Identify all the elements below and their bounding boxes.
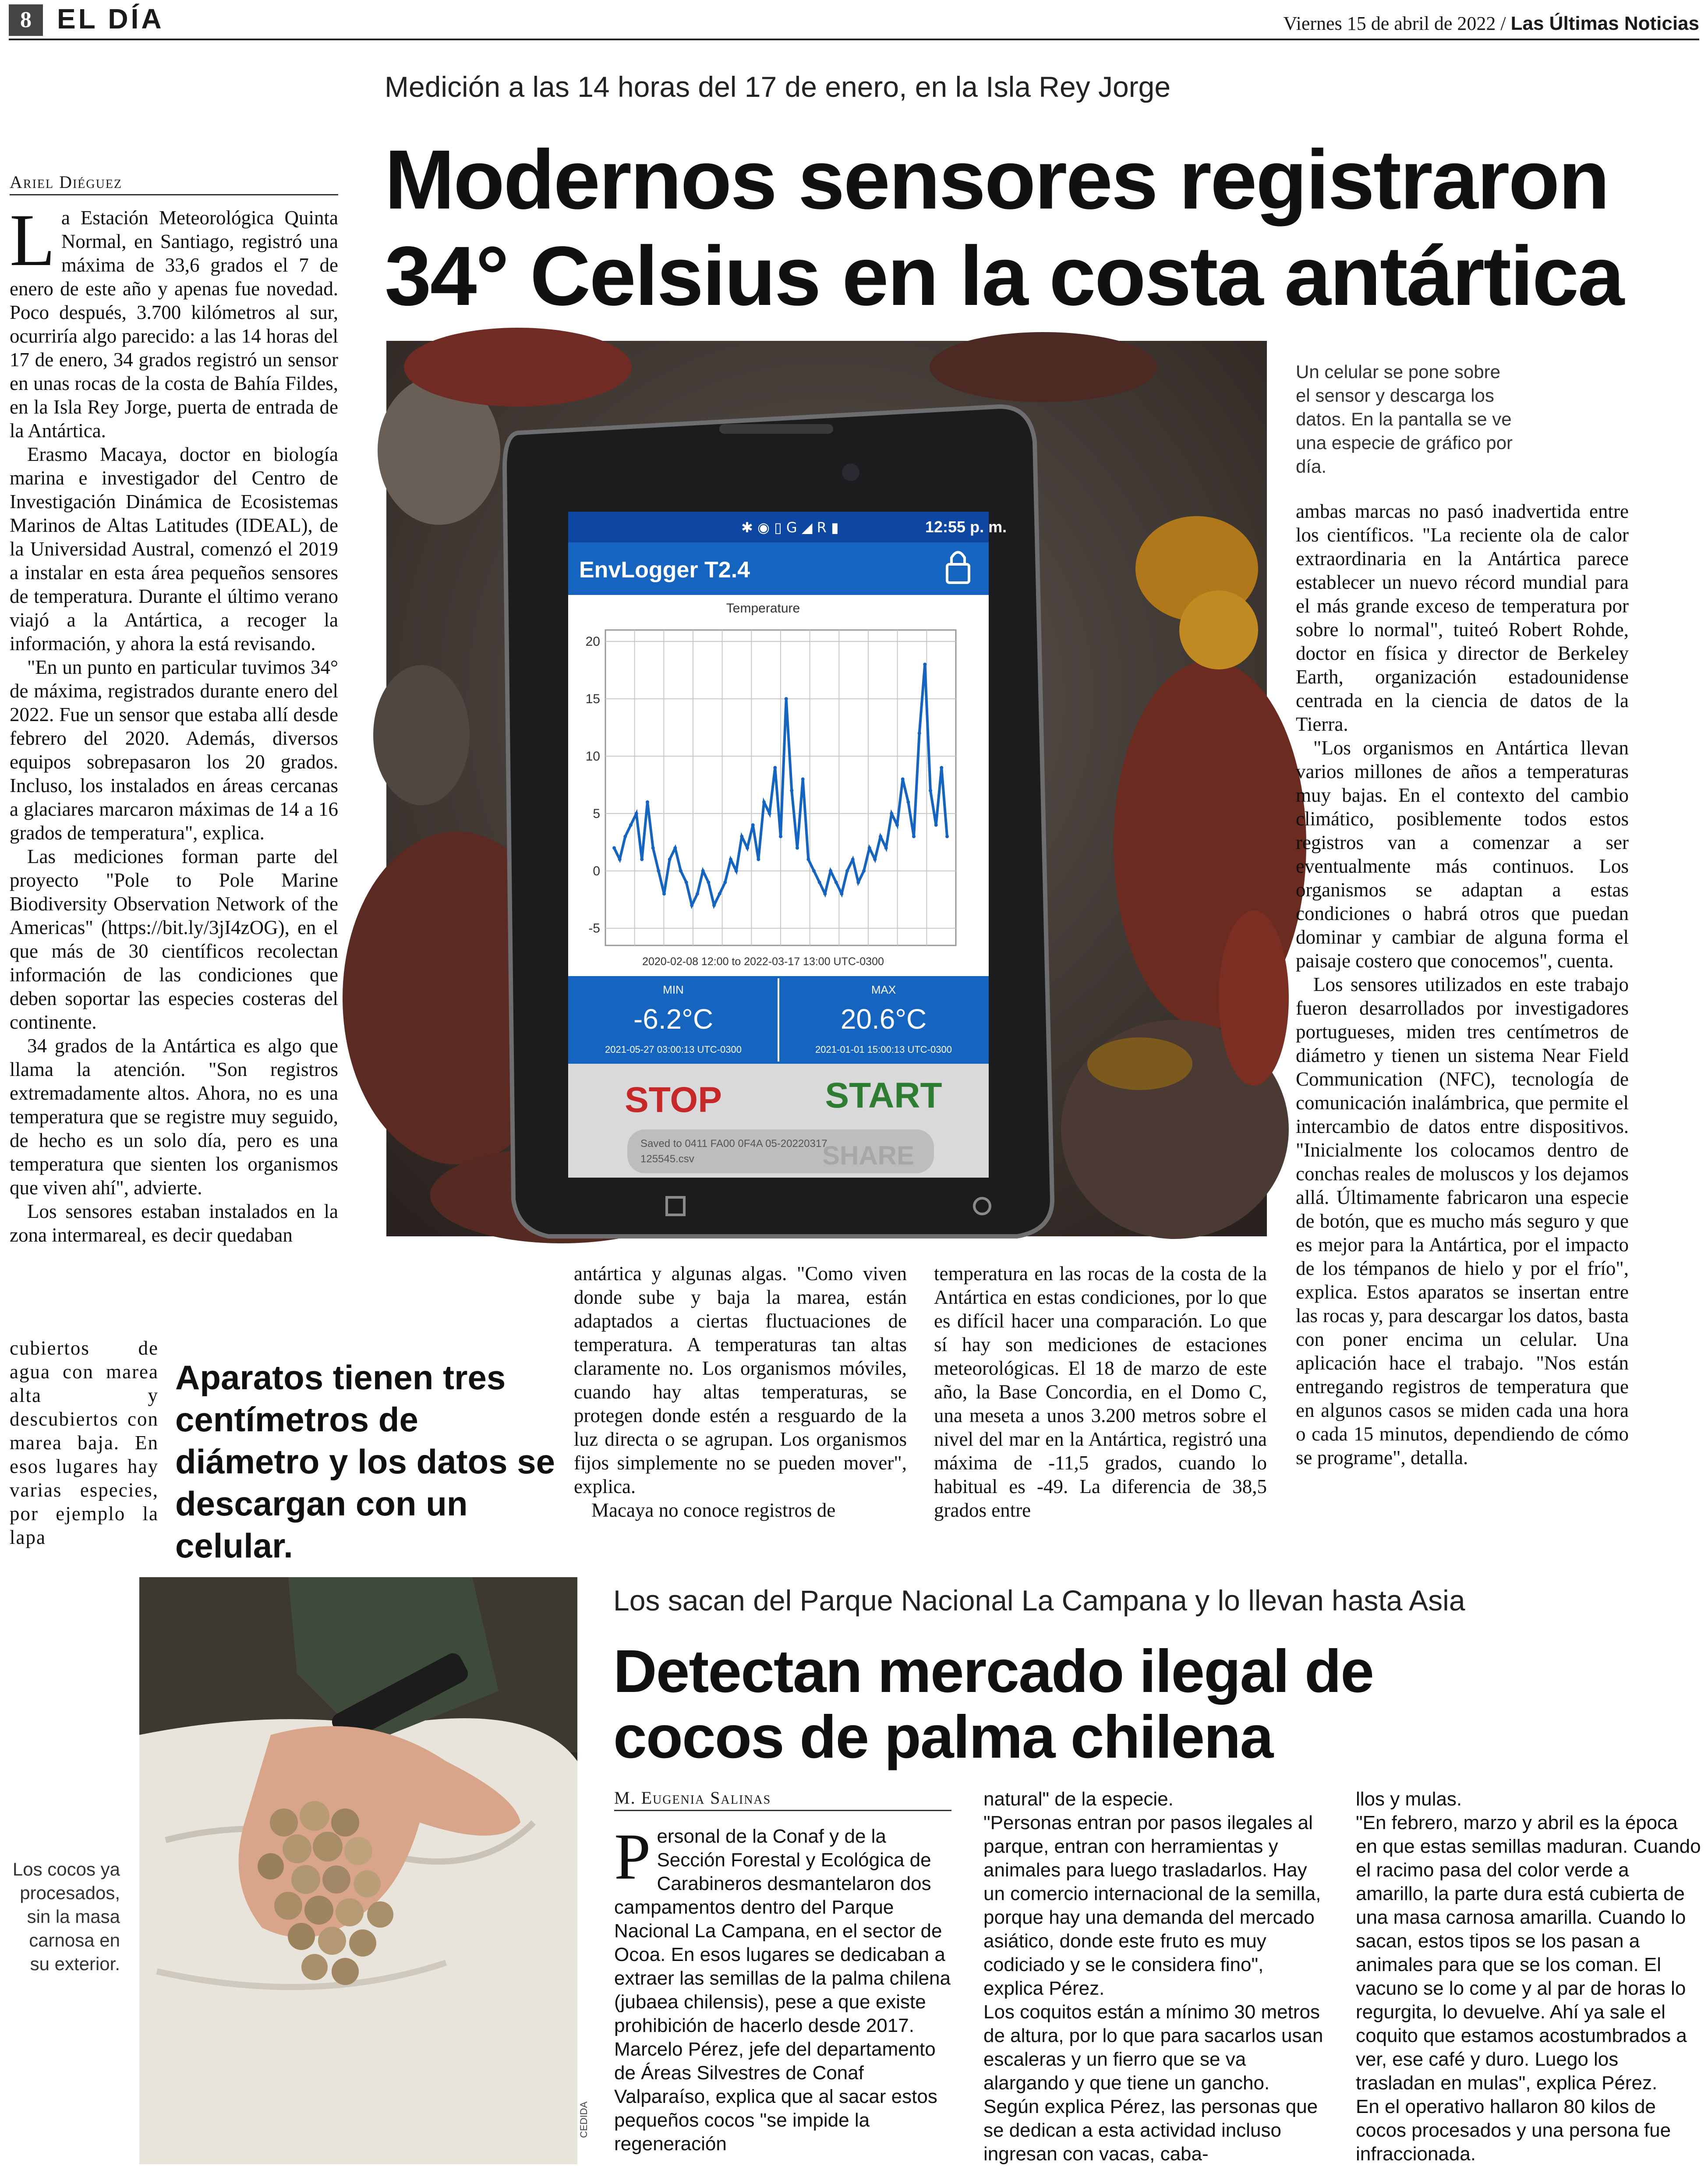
chart-data-point bbox=[806, 858, 810, 861]
status-time: 12:55 p. m. bbox=[925, 518, 1007, 536]
chart-data-point bbox=[651, 846, 655, 850]
chart-data-point bbox=[690, 903, 693, 907]
story1-paragraph: antártica y algunas algas. "Como viven donde sube y baja la marea, están adaptados a ciertas fluctuaciones de temperatura. A temperaturas tan altas claramente no. Los organismos móviles, cuando hay altas temperaturas, se protegen donde estén a resguardo de la luz directa o se agrupan. Los organismos fijos simplemente no se pueden mover", explica. bbox=[574, 1263, 907, 1497]
story2-headline: Detectan mercado ilegal de cocos de palma chilena bbox=[613, 1638, 1373, 1771]
story2-paragraph: En el operativo hallaron 80 kilos de cocos procesados y una persona fue infraccionada. bbox=[1356, 2096, 1671, 2165]
chart-data-point bbox=[757, 858, 760, 861]
chart-data-point bbox=[862, 869, 866, 873]
status-icons: ✱ ◉ ▯ G ◢ R ▮ bbox=[741, 519, 839, 536]
story2-column-1 bbox=[614, 1820, 951, 2166]
chart-data-point bbox=[773, 766, 777, 769]
chart-data-point bbox=[635, 812, 638, 815]
story2-column-3 bbox=[1356, 1787, 1702, 2166]
story1-paragraph: "Los organismos en Antártica llevan varios millones de años a temperaturas muy bajas. En el contexto del cambio climático, posiblemente todos estos registros van a comenzar a ser eventualmente más continuos. Los organismos se adaptan a estas condiciones o habrá otros que puedan dominar y cambiar de alguna forma el paisaje costero que conocemos", cuenta. bbox=[1296, 737, 1629, 972]
chart-data-point bbox=[679, 869, 682, 873]
chart-data-point bbox=[623, 835, 627, 838]
max-value: 20.6°C bbox=[840, 1003, 927, 1035]
chart-data-point bbox=[746, 846, 749, 850]
chart-data-point bbox=[701, 869, 705, 873]
story1-dropcap: L bbox=[10, 199, 55, 281]
chart-data-point bbox=[707, 881, 710, 884]
front-camera bbox=[842, 464, 859, 481]
story2-paragraph: llos y mulas. bbox=[1356, 1788, 1462, 1810]
header-rule bbox=[9, 39, 1699, 40]
story1-photo-phone-on-rocks bbox=[386, 341, 1267, 1236]
chart-data-point bbox=[818, 881, 821, 884]
chart-date-range: 2020-02-08 12:00 to 2022-03-17 13:00 UTC-0300 bbox=[642, 956, 884, 968]
chart-data-point bbox=[796, 846, 799, 850]
chart-data-point bbox=[618, 858, 622, 861]
chart-data-point bbox=[740, 835, 743, 838]
min-date: 2021-05-27 03:00:13 UTC-0300 bbox=[605, 1044, 742, 1055]
separator: / bbox=[1496, 13, 1511, 34]
chart-data-point bbox=[640, 858, 644, 861]
story2-kicker: Los sacan del Parque Nacional La Campana y lo llevan hasta Asia bbox=[613, 1584, 1465, 1617]
chart-data-point bbox=[823, 892, 827, 895]
story1-paragraph: Los sensores utilizados en este trabajo fueron desarrollados por investigadores portugueses, miden tres centímetros de diámetro y tienen un sistema Near Field Communication (NFC), tecnología de comunicación inalámbrica, que permite el intercambio de datos entre dispositivos. "Inicialmente los colocamos dentro de conchas reales de moluscos y los dejamos allá. Últimamente fabricaron una especie de botón, que es mucho más seguro y que es mejor para la Antártica, por el impacto de los témpanos de hielo y por el frío", explica. Estos aparatos se insertan entre las rocas y, para descargar los datos, basta con poner encima un celular. Una aplicación hace el trabajo. "Nos están entregando registros de temperatura que en algunos casos se miden cada una hora o cada 15 minutos, dependiendo de cómo se programe", detalla. bbox=[1296, 973, 1629, 1469]
story2-dropcap: P bbox=[614, 1820, 651, 1893]
story1-paragraph: Los sensores estaban instalados en la zona intermareal, es decir quedaban bbox=[10, 1200, 338, 1246]
max-date: 2021-01-01 15:00:13 UTC-0300 bbox=[815, 1044, 952, 1055]
chart-data-point bbox=[768, 812, 771, 815]
story1-paragraph: Las mediciones forman parte del proyecto "Pole to Pole Marine Biodiversity Observation Network of the Americas" (https://bit.ly/3jI4zOG), en el que más de 30 científicos recolectan información de las condiciones que deben soportar las especies costeras del continente. bbox=[10, 846, 338, 1033]
chart-panel bbox=[568, 595, 989, 976]
chart-data-point bbox=[662, 892, 666, 895]
story2-photo-credit: CEDIDA bbox=[578, 2101, 589, 2138]
story1-column-1-narrow bbox=[10, 1336, 159, 1548]
story2-paragraph: ersonal de la Conaf y de la Sección Forestal y Ecológica de Carabineros desmantelaron dos campamentos dentro del Parque Nacional La Campana, en el sector de Ocoa. En esos lugares se dedicaban a extraer las semillas de la palma chilena (jubaea chilensis), pese a que existe prohibición de hacerlo desde 2017. bbox=[614, 1826, 951, 2036]
chart-data-point bbox=[835, 881, 838, 884]
phone-photo-illustration bbox=[386, 341, 1267, 1236]
chart-data-point bbox=[929, 789, 932, 793]
earpiece bbox=[719, 424, 833, 434]
story2-paragraph: Los coquitos están a mínimo 30 metros de altura, por lo que para sacarlos usan escaleras y un fierro que se va alargando y que tiene un gancho. Según explica Pérez, las personas que se dedican a esta actividad incluso ingresan con vacas, caba- bbox=[983, 2001, 1323, 2165]
chart-data-point bbox=[901, 777, 905, 781]
toast-line-2: 125545.csv bbox=[640, 1153, 694, 1165]
story1-column-1 bbox=[10, 199, 338, 1334]
chart-data-point bbox=[851, 858, 855, 861]
chart-data-point bbox=[906, 800, 910, 804]
chart-y-tick-label: 20 bbox=[585, 634, 600, 649]
chart-data-point bbox=[845, 869, 849, 873]
min-value: -6.2°C bbox=[633, 1003, 714, 1035]
chart-y-tick-label: 5 bbox=[593, 806, 600, 821]
stop-button[interactable]: STOP bbox=[625, 1080, 722, 1120]
story2-paragraph: "Personas entran por pasos ilegales al parque, entran con herramientas y animales para luego trasladarlos. Hay un comercio internacional de la semilla, porque hay una demanda del mercado asiático, donde este fruto es muy codiciado y se le considera fino", explica Pérez. bbox=[983, 1812, 1321, 1999]
share-button[interactable]: SHARE bbox=[822, 1141, 915, 1170]
chart-data-point bbox=[790, 789, 793, 793]
story1-byline: Ariel Diéguez bbox=[10, 172, 338, 195]
story2-paragraph: Marcelo Pérez, jefe del departamento de Áreas Silvestres de Conaf Valparaíso, explica que al sacar estos pequeños cocos "se impide la regeneración bbox=[614, 2039, 937, 2155]
chart-data-point bbox=[735, 869, 738, 873]
chart-data-point bbox=[762, 800, 766, 804]
story1-paragraph: "En un punto en particular tuvimos 34° de máxima, registrados durante enero del 2022. Fue un sensor que estaba allí desde febrero del 2020. Además, diversos equipos sobrepasaron los 20 grados. Incluso, los instalados en áreas cercanas a glaciares marcaron máximas de 14 a 16 grados de temperatura", explica. bbox=[10, 656, 338, 844]
chart-y-tick-label: 10 bbox=[585, 749, 600, 764]
max-label: MAX bbox=[871, 983, 896, 996]
chart-data-point bbox=[785, 697, 788, 701]
chart-data-point bbox=[751, 823, 755, 827]
chart-data-point bbox=[829, 869, 832, 873]
chart-data-point bbox=[868, 846, 871, 850]
chart-data-point bbox=[712, 903, 716, 907]
chart-data-point bbox=[940, 766, 943, 769]
story1-paragraph: Erasmo Macaya, doctor en biología marina e investigador del Centro de Investigación Dinámica de Ecosistemas Marinos de Altas Latitudes (IDEAL), de la Universidad Austral, comenzó el 2019 a instalar en esta área pequeños sensores de temperatura. Durante el último verano viajó a la Antártica, a recoger la información, y ahora la está revisando. bbox=[10, 443, 338, 655]
chart-data-point bbox=[646, 800, 649, 804]
chart-data-point bbox=[779, 835, 782, 838]
publication-name: Las Últimas Noticias bbox=[1510, 13, 1699, 34]
story1-headline: Modernos sensores registraron 34° Celsius en la costa antártica bbox=[385, 132, 1623, 323]
chart-data-point bbox=[934, 823, 938, 827]
chart-data-point bbox=[612, 846, 616, 850]
min-label: MIN bbox=[663, 983, 684, 996]
chart-data-point bbox=[696, 892, 699, 895]
story2-photo-caption: Los cocos ya procesados, sin la masa carnosa en su exterior. bbox=[12, 1859, 120, 1974]
chart-y-tick-label: -5 bbox=[588, 921, 600, 936]
app-title: EnvLogger T2.4 bbox=[579, 557, 750, 583]
story1-column-3 bbox=[934, 1262, 1267, 1529]
story1-paragraph: 34 grados de la Antártica es algo que llama la atención. "Son registros extremadamente altos. Ahora, no es una temperatura que se registre muy seguido, de hecho es un solo día, pero es una temperatura que sienten los organismos que viven ahí", advierte. bbox=[10, 1035, 338, 1199]
story2-paragraph: natural" de la especie. bbox=[983, 1788, 1174, 1810]
story1-kicker: Medición a las 14 horas del 17 de enero, en la Isla Rey Jorge bbox=[385, 71, 1171, 103]
story1-paragraph: cubiertos de agua con marea alta y descubiertos con marea baja. En esos lugares hay varias especies, por ejemplo la lapa bbox=[10, 1337, 159, 1548]
chart-data-point bbox=[873, 858, 877, 861]
chart-data-point bbox=[890, 812, 893, 815]
start-button[interactable]: START bbox=[825, 1076, 942, 1115]
chart-data-point bbox=[629, 823, 633, 827]
date: Viernes 15 de abril de 2022 bbox=[1283, 13, 1496, 34]
page-number: 8 bbox=[9, 4, 43, 36]
story1-paragraph: a Estación Meteorológica Quinta Normal, en Santiago, registró una máxima de 33,6 grados el 7 de enero de este año y apenas fue novedad. Poco después, 3.700 kilómetros al sur, ocurriría algo parecido: a las 14 horas del 17 de enero, 34 grados registró un sensor en unas rocas de la costa de Bahía Fildes, en la Isla Rey Jorge, puerta de entrada de la Antártica. bbox=[10, 207, 338, 442]
story2-column-2 bbox=[983, 1787, 1325, 2166]
story1-column-2 bbox=[574, 1262, 907, 1529]
chart-data-point bbox=[668, 858, 672, 861]
story1-photo-caption: Un celular se pone sobre el sensor y descarga los datos. En la pantalla se ve una especie de gráfico por día. bbox=[1296, 361, 1513, 477]
story1-column-4 bbox=[1296, 499, 1629, 1529]
story1-paragraph: temperatura en las rocas de la costa de la Antártica en estas condiciones, por lo que es difícil hacer una comparación. Lo que sí hay son mediciones de estaciones meteorológicas. El 18 de marzo de este año, la Base Concordia, en el Domo C, una meseta a unos 3.200 metros sobre el nivel del mar en la Antártica, registró una máxima de -11,5 grados, cuando lo habitual es -49. La diferencia de 38,5 grados entre bbox=[934, 1263, 1267, 1521]
chart-y-tick-label: 15 bbox=[585, 692, 600, 707]
chart-data-point bbox=[912, 835, 916, 838]
chart-y-tick-label: 0 bbox=[593, 864, 600, 878]
seeds-photo-illustration bbox=[139, 1577, 577, 2164]
chart-data-point bbox=[729, 858, 732, 861]
chart-data-point bbox=[840, 892, 843, 895]
chart-data-point bbox=[685, 881, 688, 884]
chart-data-point bbox=[673, 846, 677, 850]
chart-data-point bbox=[945, 835, 949, 838]
story2-photo-hand-with-seeds bbox=[139, 1577, 577, 2164]
story1-paragraph: ambas marcas no pasó inadvertida entre los científicos. "La reciente ola de calor extraordinaria en la Antártica parece establecer un nuevo récord mundial para el más grande exceso de temperatura por sobre lo normal", tuiteó Robert Rohde, doctor en física y director de Berkeley Earth, organización estadounidense centrada en la ciencia de datos de la Tierra. bbox=[1296, 500, 1629, 735]
publication-date-line bbox=[1284, 12, 1700, 35]
chart-data-point bbox=[812, 869, 816, 873]
chart-data-point bbox=[923, 663, 926, 666]
toast-line-1: Saved to 0411 FA00 0F4A 05-20220317 bbox=[640, 1138, 827, 1150]
section-name: EL DÍA bbox=[57, 3, 164, 35]
chart-data-point bbox=[918, 732, 921, 735]
chart-data-point bbox=[884, 846, 888, 850]
chart-data-point bbox=[856, 881, 860, 884]
chart-data-point bbox=[879, 835, 882, 838]
story2-byline: M. Eugenia Salinas bbox=[614, 1787, 951, 1811]
story1-paragraph: Macaya no conoce registros de bbox=[591, 1499, 836, 1521]
chart-data-point bbox=[718, 892, 721, 895]
chart-data-point bbox=[723, 881, 727, 884]
story2-paragraph: "En febrero, marzo y abril es la época en que estas semillas maduran. Cuando el racimo pasa del color verde a amarillo, la parte dura está cubierta de una masa carnosa amarilla. Cuando lo sacan, estos tipos se los pasan a animales para que se los coman. El vacuno se lo come y al par de horas lo regurgita, lo devuelve. Ahí ya sale el coquito que estamos acostumbrados a ver, ese café y duro. Luego los trasladan en mulas", explica Pérez. bbox=[1356, 1812, 1701, 2094]
chart-data-point bbox=[657, 869, 660, 873]
chart-data-point bbox=[895, 823, 899, 827]
chart-title: Temperature bbox=[726, 601, 800, 616]
phone bbox=[505, 407, 1052, 1236]
chart-data-point bbox=[801, 777, 805, 781]
story1-pull-quote: Aparatos tienen tres centímetros de diámetro y los datos se descargan con un celular. bbox=[175, 1358, 555, 1565]
